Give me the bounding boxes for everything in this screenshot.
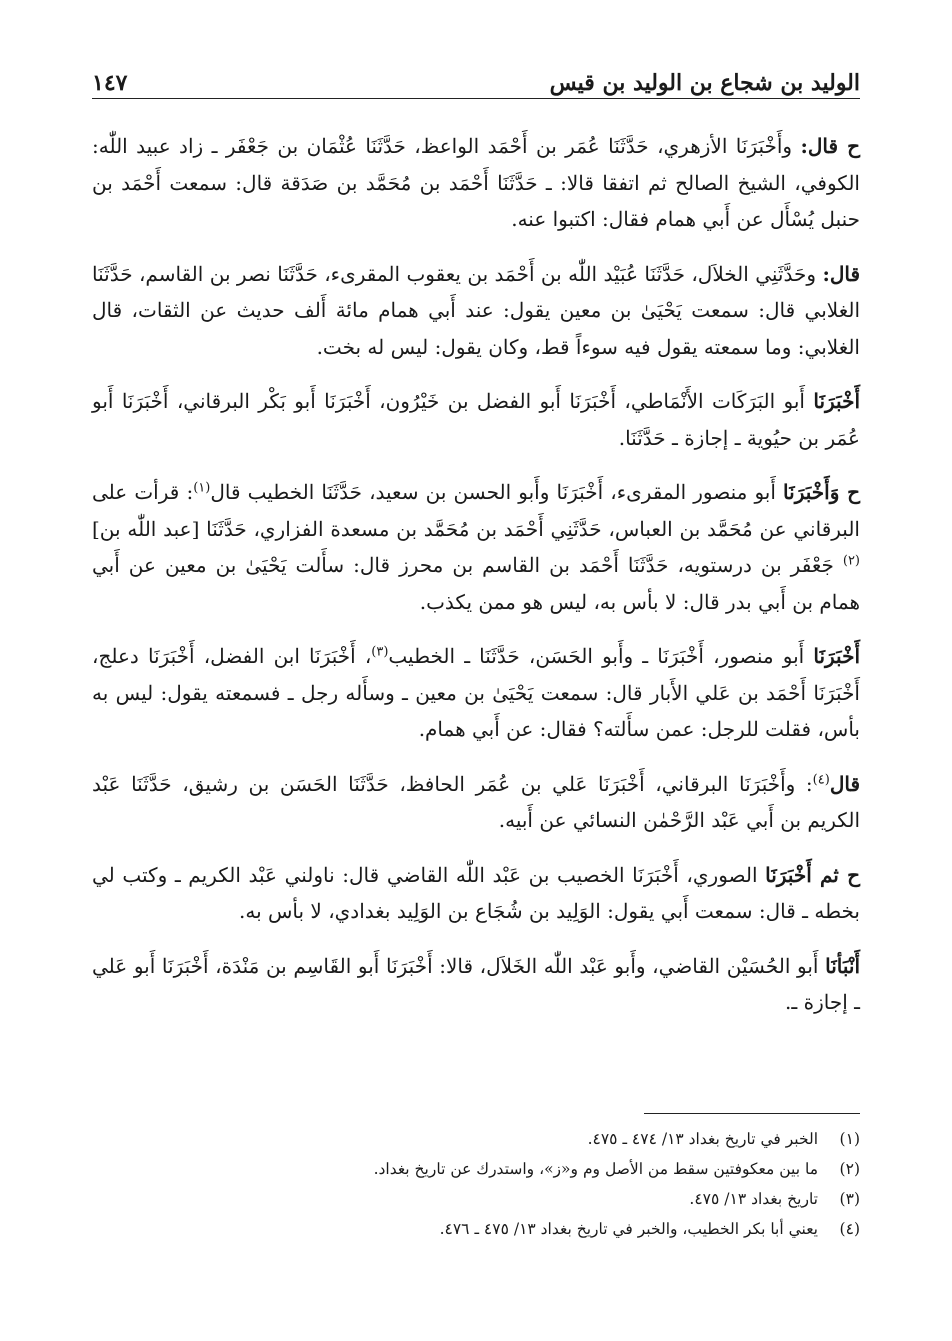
paragraph — [92, 638, 860, 748]
running-head — [92, 64, 860, 96]
paragraph — [92, 256, 860, 366]
paragraph — [92, 948, 860, 1021]
paragraph-lead: قال: — [822, 261, 861, 286]
paragraph-text: ، أَخْبَرَنَا ابن الفضل، أَخْبَرَنَا دعلج، أَخْبَرَنَا أَحْمَد بن عَلي الأَبار قال: سمعت يَحْيَىٰ بن معين ـ وسأَله رجل ـ فسمعته يقول: ليس به بأس، فقلت للرجل: عمن سأَلته؟ فقال: عن أَبي همام. — [92, 644, 860, 741]
paragraph-text: وأَخْبَرَنَا الأزهري، حَدَّثَنَا عُمَر بن أَحْمَد الواعظ، حَدَّثَنَا عُثْمَان بن جَعْفَر ـ زاد عبيد اللّٰه: الكوفي، الشيخ الصالح ثم اتفقا قالا: ـ حَدَّثَنَا أَحْمَد بن مُحَمَّد بن صَدَقة قال: سمعت أَحْمَد بن حنبل يُسْأَل عن أَبي همام فقال: اكتبوا عنه. — [92, 134, 860, 231]
footnote-text: الخبر في تاريخ بغداد ١٣/ ٤٧٤ ـ ٤٧٥. — [587, 1130, 818, 1148]
paragraph — [92, 766, 860, 839]
footnote-item — [92, 1214, 860, 1244]
chapter-title: الوليد بن شجاع بن الوليد بن قيس — [549, 70, 860, 96]
footnote-item — [92, 1184, 860, 1214]
paragraph-text: أَبو البَرَكَات الأَنْمَاطي، أَخْبَرَنَا أَبو الفضل بن خَيْرُون، أَخْبَرَنَا أَبو بَكْر البرقاني، أَخْبَرَنَا أَبو عُمَر بن حيُوية ـ إجازة ـ حَدَّثَنَا. — [92, 389, 860, 450]
paragraph — [92, 128, 860, 238]
paragraph-lead: أَخْبَرَنَا — [813, 389, 860, 413]
paragraph-lead: أَخْبَرَنَا — [813, 644, 860, 668]
footnote-number: (٣) — [839, 1190, 860, 1208]
footnote-ref[interactable]: (١) — [193, 480, 211, 496]
paragraph-text: جَعْفَر بن درستويه، حَدَّثَنَا أَحْمَد بن القاسم بن محرز قال: سأَلت يَحْيَىٰ بن معين عن أَبي همام بن أَبي بدر قال: لا بأس به، ليس هو ممن يكذب. — [92, 553, 860, 614]
paragraph-lead: ح قال: — [800, 134, 860, 158]
paragraph-text: أَبو منصور، أَخْبَرَنَا ـ وأَبو الحَسَن، حَدَّثَنَا ـ الخطيب — [388, 644, 805, 668]
main-text — [92, 128, 860, 1039]
footnote-text: يعني أبا بكر الخطيب، والخبر في تاريخ بغداد ١٣/ ٤٧٥ ـ ٤٧٦. — [439, 1220, 818, 1238]
paragraph-lead: قال — [829, 771, 860, 796]
paragraph — [92, 857, 860, 930]
footnote-ref[interactable]: (٤) — [812, 771, 830, 787]
paragraph — [92, 383, 860, 456]
footnote-ref[interactable]: (٣) — [371, 644, 389, 660]
header-divider — [92, 98, 860, 99]
paragraph-text: وحَدَّثَنِي الخلاَل، حَدَّثَنَا عُبَيْد اللّٰه بن أَحْمَد بن يعقوب المقرىء، حَدَّثَنَا نصر بن القاسم، حَدَّثَنَا الغلابي قال: سمعت يَحْيَىٰ بن معين يقول: عند أَبي همام مائة أَلف حديث عن الثقات، قال الغلابي: وما سمعته يقول فيه سوءاً قط، وكان يقول: ليس له بخت. — [92, 261, 860, 359]
footnote-number: (٤) — [839, 1220, 860, 1238]
footnotes — [92, 1124, 860, 1244]
footnote-number: (١) — [839, 1130, 860, 1148]
footnote-text: ما بين معكوفتين سقط من الأصل وم و«ز»، واستدرك عن تاريخ بغداد. — [373, 1160, 818, 1178]
paragraph-lead: أَنْبَأنَا — [825, 953, 861, 978]
paragraph-text: : وأَخْبَرَنَا البرقاني، أَخْبَرَنَا عَلي بن عُمَر الحافظ، حَدَّثَنَا الحَسَن بن رشيق، حَدَّثَنَا عَبْد الكريم بن أَبي عَبْد الرَّحْمٰن النسائي عن أَبيه. — [92, 771, 860, 832]
paragraph-text: : قرأت على البرقاني عن مُحَمَّد بن العباس، حَدَّثَنِي أَحْمَد بن مُحَمَّد بن مسعدة الفزاري، حَدَّثَنَا [عبد اللّٰه بن] — [92, 480, 860, 541]
paragraph-lead: ح ثم أَخْبَرَنَا — [765, 862, 860, 887]
paragraph — [92, 474, 860, 620]
paragraph-lead: ح وَأَخْبَرَنَا — [783, 480, 860, 504]
footnote-ref[interactable]: (٢) — [842, 553, 860, 569]
footnote-number: (٢) — [839, 1160, 860, 1178]
paragraph-text: أَبو منصور المقرىء، أَخْبَرَنَا وأَبو الحسن بن سعيد، حَدَّثَنَا الخطيب قال — [210, 480, 776, 504]
footnote-item — [92, 1154, 860, 1184]
paragraph-text: أَبو الحُسَيْن القاضي، وأَبو عَبْد اللّٰه الخَلاَل، قالا: أَخْبَرَنَا أَبو القَاسِم بن مَنْدَة، أَخْبَرَنَا أَبو عَلي ـ إجازة ـ. — [92, 953, 860, 1014]
footnote-item — [92, 1124, 860, 1154]
footnote-text: تاريخ بغداد ١٣/ ٤٧٥. — [689, 1190, 818, 1208]
footnote-divider — [644, 1113, 860, 1114]
paragraph-text: الصوري، أَخْبَرَنَا الخصيب بن عَبْد اللّٰه القاضي قال: ناولني عَبْد الكريم ـ وكتب لي بخطه ـ قال: سمعت أَبي يقول: الوَلِيد بن شُجَاع بن الوَلِيد بغدادي، لا بأس به. — [92, 862, 860, 923]
page-number: ١٤٧ — [92, 70, 128, 96]
